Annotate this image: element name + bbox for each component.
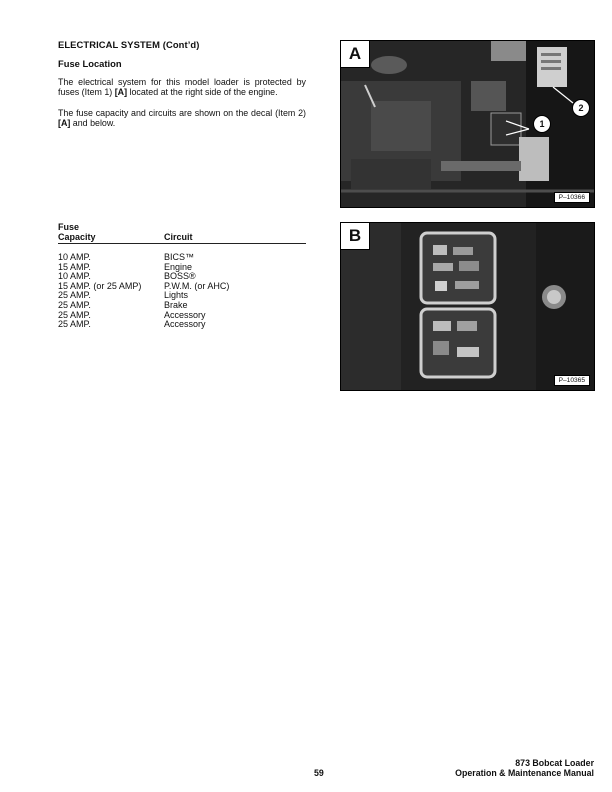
- header-capacity-line1: Fuse: [58, 222, 80, 232]
- fuse-capacity: 25 AMP.: [58, 309, 91, 320]
- fuse-table-body: [58, 253, 306, 330]
- callout-item-1: 1: [533, 115, 551, 133]
- figure-letter: A: [341, 41, 370, 68]
- header-circuit: Circuit: [164, 232, 193, 243]
- figure-a-engine-photo: [340, 40, 595, 208]
- figure-reference: [A]: [58, 118, 71, 129]
- header-capacity-line2: Capacity: [58, 232, 96, 243]
- header-capacity: [58, 222, 96, 243]
- manual-title-line2: Operation & Maintenance Manual: [455, 768, 594, 779]
- paragraph-fuse-protection: [58, 77, 306, 98]
- fuse-circuit: Engine: [164, 261, 193, 272]
- fuse-circuit: Accessory: [164, 319, 206, 330]
- fuse-circuit: Lights: [164, 290, 189, 301]
- fuse-block-photo-art: [341, 223, 594, 390]
- paragraph-text: The electrical system for this model loader is protected by fuses (Item 1): [58, 77, 306, 98]
- fuse-capacity: 25 AMP.: [58, 290, 91, 301]
- fuse-capacity: 10 AMP.: [58, 271, 91, 282]
- figure-code: P–10366: [554, 192, 590, 203]
- manual-title-line1: 873 Bobcat Loader: [515, 758, 594, 768]
- fuse-circuit: BICS™: [164, 252, 195, 262]
- figure-letter: B: [341, 223, 370, 250]
- manual-title: [334, 758, 594, 779]
- figure-reference: [A]: [114, 87, 128, 98]
- fuse-capacity: 10 AMP.: [58, 252, 91, 262]
- fuse-circuit: Accessory: [164, 309, 206, 320]
- paragraph-fuse-decal: [58, 108, 306, 129]
- page-number: 59: [314, 768, 324, 778]
- section-title: ELECTRICAL SYSTEM (Cont’d): [58, 39, 200, 50]
- paragraph-text: The fuse capacity and circuits are shown on the decal (Item 2): [58, 108, 306, 118]
- fuse-capacity: 25 AMP.: [58, 299, 91, 310]
- paragraph-text: and below.: [70, 118, 116, 129]
- table-divider: [58, 243, 306, 244]
- fuse-circuit: P.W.M. (or AHC): [164, 280, 230, 291]
- figure-code: P–10365: [554, 375, 590, 386]
- fuse-capacity: 15 AMP. (or 25 AMP): [58, 280, 142, 291]
- figure-b-fuse-block-photo: [340, 222, 595, 391]
- paragraph-text: located at the right side of the engine.: [127, 87, 278, 98]
- engine-photo-art: [341, 41, 594, 207]
- fuse-circuit: BOSS®: [164, 271, 196, 282]
- subsection-title: Fuse Location: [58, 58, 122, 69]
- fuse-circuit: Brake: [164, 299, 188, 310]
- callout-item-2: 2: [572, 99, 590, 117]
- table-row: [58, 320, 306, 330]
- fuse-capacity: 25 AMP.: [58, 319, 91, 330]
- fuse-capacity: 15 AMP.: [58, 261, 91, 272]
